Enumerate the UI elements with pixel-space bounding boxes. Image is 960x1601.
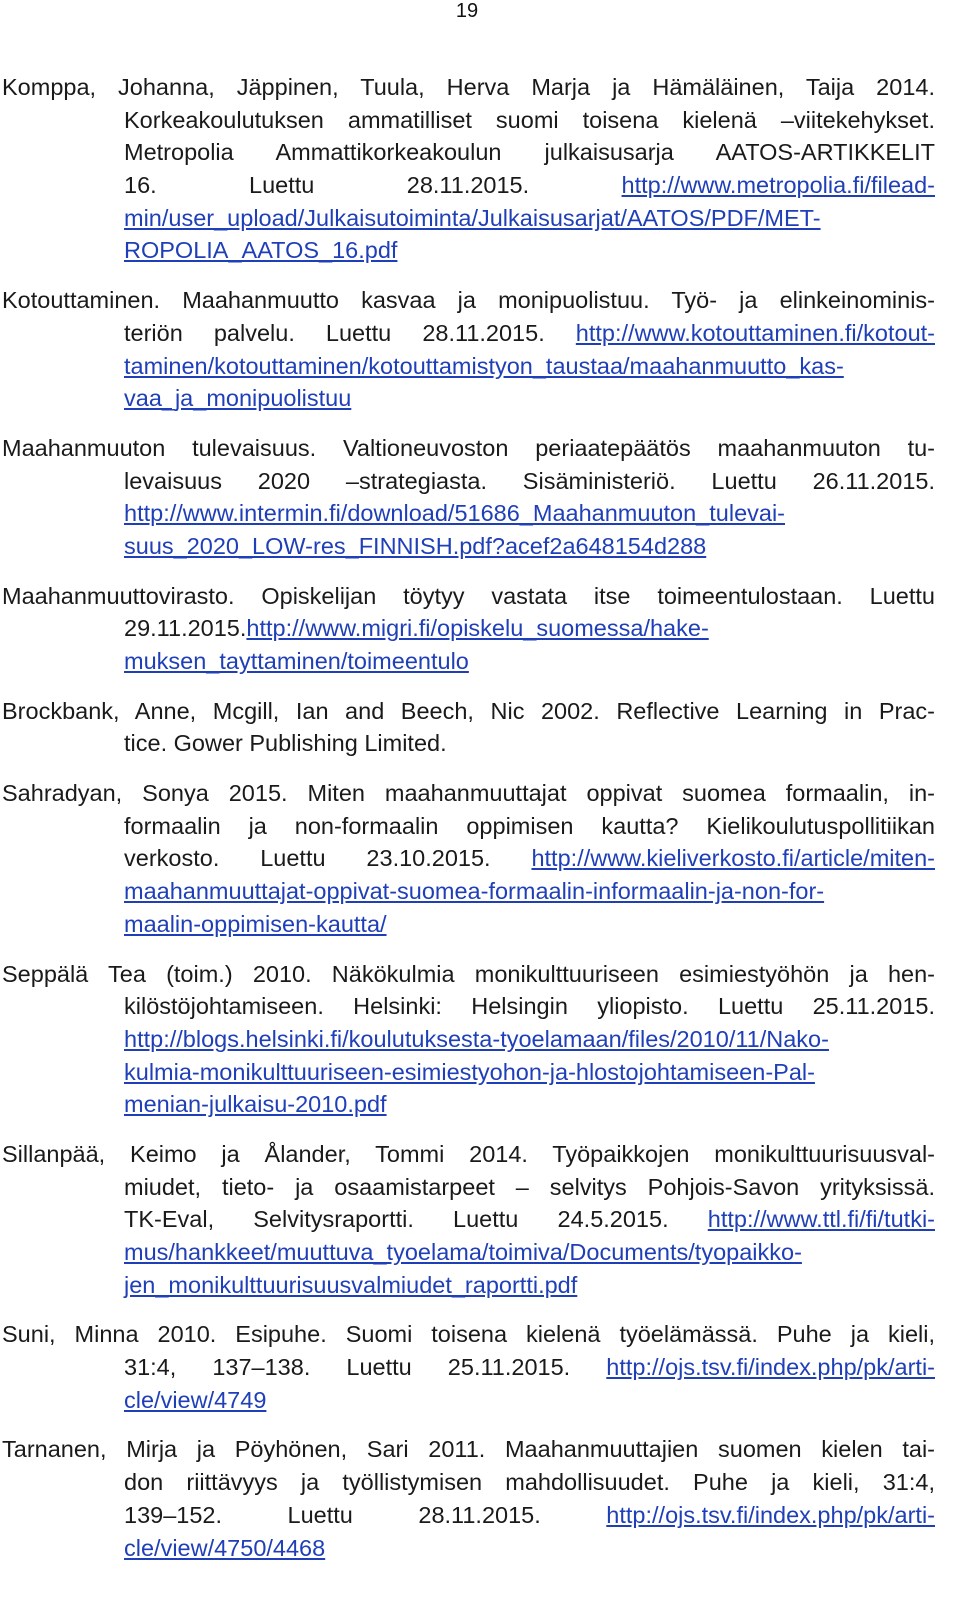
reference-line bbox=[2, 695, 935, 728]
reference-line bbox=[124, 497, 935, 530]
reference-line bbox=[124, 727, 935, 760]
reference-entry bbox=[2, 1318, 935, 1416]
reference-line bbox=[124, 810, 935, 843]
reference-line bbox=[124, 169, 935, 202]
reference-link[interactable]: http://www.intermin.fi/download/51686_Maahanmuuton_tulevai- bbox=[124, 500, 786, 527]
reference-entry bbox=[2, 580, 935, 678]
reference-list bbox=[2, 71, 935, 1581]
reference-entry bbox=[2, 1433, 935, 1564]
reference-entry bbox=[2, 695, 935, 760]
reference-line bbox=[2, 958, 935, 991]
reference-link[interactable]: taminen/kotouttaminen/kotouttamistyon_taustaa/maahanmuutto_kas- bbox=[124, 352, 844, 379]
reference-text: 139–152. Luettu 28.11.2015. bbox=[124, 1501, 607, 1528]
reference-link[interactable]: http://ojs.tsv.fi/index.php/pk/arti- bbox=[606, 1501, 935, 1528]
reference-line bbox=[124, 612, 935, 645]
reference-line bbox=[124, 382, 935, 415]
reference-line bbox=[124, 1056, 935, 1089]
reference-line bbox=[2, 1433, 935, 1466]
reference-line bbox=[124, 990, 935, 1023]
reference-line bbox=[124, 1384, 935, 1417]
reference-line bbox=[124, 842, 935, 875]
reference-line bbox=[124, 465, 935, 498]
reference-line bbox=[2, 284, 935, 317]
reference-link[interactable]: cle/view/4749 bbox=[124, 1386, 267, 1413]
reference-line bbox=[124, 1236, 935, 1269]
reference-line bbox=[2, 1138, 935, 1171]
reference-line bbox=[124, 202, 935, 235]
reference-line bbox=[124, 1203, 935, 1236]
reference-text: Maahanmuuton tulevaisuus. Valtioneuvoston periaatepäätös maahanmuuton tu- bbox=[2, 434, 935, 461]
reference-line bbox=[124, 1351, 935, 1384]
reference-link[interactable]: http://www.migri.fi/opiskelu_suomessa/hake- bbox=[246, 615, 709, 642]
reference-line bbox=[124, 1088, 935, 1121]
reference-line bbox=[124, 234, 935, 267]
reference-text: TK-Eval, Selvitysraportti. Luettu 24.5.2015. bbox=[124, 1206, 708, 1233]
reference-entry bbox=[2, 958, 935, 1121]
reference-text: Sahradyan, Sonya 2015. Miten maahanmuuttajat oppivat suomea formaalin, in- bbox=[2, 780, 935, 807]
reference-link[interactable]: mus/hankkeet/muuttuva_tyoelama/toimiva/Documents/tyopaikko- bbox=[124, 1239, 802, 1265]
reference-line bbox=[2, 580, 935, 613]
reference-text: formaalin ja non-formaalin oppimisen kautta? Kielikoulutuspollitiikan bbox=[124, 812, 935, 839]
reference-text: Kotouttaminen. Maahanmuutto kasvaa ja monipuolistuu. Työ- ja elinkeinominis- bbox=[2, 287, 935, 314]
reference-line bbox=[2, 432, 935, 465]
reference-entry bbox=[2, 284, 935, 415]
reference-line bbox=[124, 1023, 935, 1056]
reference-text: 29.11.2015. bbox=[124, 615, 247, 642]
reference-line bbox=[124, 1269, 935, 1302]
reference-text: Maahanmuuttovirasto. Opiskelijan töytyy vastata itse toimeentulostaan. Luettu bbox=[2, 582, 935, 609]
reference-link[interactable]: http://ojs.tsv.fi/index.php/pk/arti- bbox=[606, 1354, 935, 1381]
reference-line bbox=[124, 875, 935, 908]
reference-line bbox=[124, 1171, 935, 1204]
reference-link[interactable]: http://blogs.helsinki.fi/koulutuksesta-tyoelamaan/files/2010/11/Nako- bbox=[124, 1025, 829, 1052]
reference-text: miudet, tieto- ja osaamistarpeet – selvitys Pohjois-Savon yrityksissä. bbox=[124, 1173, 935, 1200]
reference-entry bbox=[2, 432, 935, 563]
reference-line bbox=[124, 317, 935, 350]
reference-text: don riittävyys ja työllistymisen mahdollisuudet. Puhe ja kieli, 31:4, bbox=[124, 1469, 935, 1496]
reference-link[interactable]: maahanmuuttajat-oppivat-suomea-formaalin-informaalin-ja-non-for- bbox=[124, 878, 825, 905]
reference-text: kilöstöjohtamiseen. Helsinki: Helsingin yliopisto. Luettu 25.11.2015. bbox=[124, 993, 935, 1020]
reference-line bbox=[124, 136, 935, 169]
reference-text: Korkeakoulutuksen ammatilliset suomi toisena kielenä –viitekehykset. bbox=[124, 106, 935, 133]
reference-line bbox=[124, 1532, 935, 1565]
reference-line bbox=[124, 1499, 935, 1532]
reference-link[interactable]: maalin-oppimisen-kautta/ bbox=[124, 910, 387, 937]
reference-link[interactable]: http://www.metropolia.fi/filead- bbox=[621, 172, 935, 199]
reference-text: Tarnanen, Mirja ja Pöyhönen, Sari 2011. Maahanmuuttajien suomen kielen tai- bbox=[2, 1436, 935, 1463]
reference-text: Komppa, Johanna, Jäppinen, Tuula, Herva Marja ja Hämäläinen, Taija 2014. bbox=[2, 74, 935, 100]
reference-link[interactable]: http://www.ttl.fi/fi/tutki- bbox=[707, 1206, 935, 1233]
reference-line bbox=[124, 350, 935, 383]
reference-text: Seppälä Tea (toim.) 2010. Näkökulmia monikulttuuriseen esimiestyöhön ja hen- bbox=[2, 960, 935, 987]
reference-link[interactable]: menian-julkaisu-2010.pdf bbox=[124, 1091, 387, 1118]
reference-line bbox=[2, 777, 935, 810]
reference-line bbox=[124, 530, 935, 563]
reference-link[interactable]: jen_monikulttuurisuusvalmiudet_raportti.pdf bbox=[124, 1271, 578, 1298]
reference-entry bbox=[2, 71, 935, 267]
page-number: 19 bbox=[455, 0, 479, 22]
reference-entry bbox=[2, 777, 935, 940]
reference-text: verkosto. Luettu 23.10.2015. bbox=[124, 845, 532, 872]
reference-link[interactable]: http://www.kieliverkosto.fi/article/miten- bbox=[531, 845, 935, 872]
reference-line bbox=[124, 908, 935, 941]
reference-entry bbox=[2, 1138, 935, 1301]
reference-link[interactable]: vaa_ja_monipuolistuu bbox=[124, 385, 352, 412]
reference-line bbox=[124, 104, 935, 137]
reference-text: 31:4, 137–138. Luettu 25.11.2015. bbox=[124, 1354, 607, 1381]
reference-text: teriön palvelu. Luettu 28.11.2015. bbox=[124, 319, 576, 346]
reference-line bbox=[2, 71, 935, 104]
reference-text: tice. Gower Publishing Limited. bbox=[124, 730, 447, 757]
reference-link[interactable]: http://www.kotouttaminen.fi/kotout- bbox=[575, 319, 935, 346]
reference-line bbox=[124, 645, 935, 678]
reference-text: Sillanpää, Keimo ja Ålander, Tommi 2014. Työpaikkojen monikulttuurisuusval- bbox=[2, 1140, 935, 1167]
reference-text: Suni, Minna 2010. Esipuhe. Suomi toisena kielenä työelämässä. Puhe ja kieli, bbox=[2, 1321, 935, 1348]
reference-text: levaisuus 2020 –strategiasta. Sisäministeriö. Luettu 26.11.2015. bbox=[124, 467, 935, 494]
reference-text: 16. Luettu 28.11.2015. bbox=[124, 172, 622, 199]
reference-link[interactable]: suus_2020_LOW-res_FINNISH.pdf?acef2a648154d288 bbox=[124, 532, 707, 559]
reference-link[interactable]: muksen_tayttaminen/toimeentulo bbox=[124, 648, 469, 674]
reference-text: Metropolia Ammattikorkeakoulun julkaisusarja AATOS-ARTIKKELIT bbox=[124, 139, 935, 166]
reference-text: Brockbank, Anne, Mcgill, Ian and Beech, Nic 2002. Reflective Learning in Prac- bbox=[2, 697, 935, 724]
reference-link[interactable]: ROPOLIA_AATOS_16.pdf bbox=[124, 237, 398, 264]
reference-link[interactable]: cle/view/4750/4468 bbox=[124, 1534, 326, 1561]
reference-link[interactable]: kulmia-monikulttuuriseen-esimiestyohon-ja-hlostojohtamiseen-Pal- bbox=[124, 1058, 815, 1085]
reference-link[interactable]: min/user_upload/Julkaisutoiminta/Julkaisusarjat/AATOS/PDF/MET- bbox=[124, 204, 821, 231]
reference-line bbox=[124, 1466, 935, 1499]
reference-line bbox=[2, 1318, 935, 1351]
